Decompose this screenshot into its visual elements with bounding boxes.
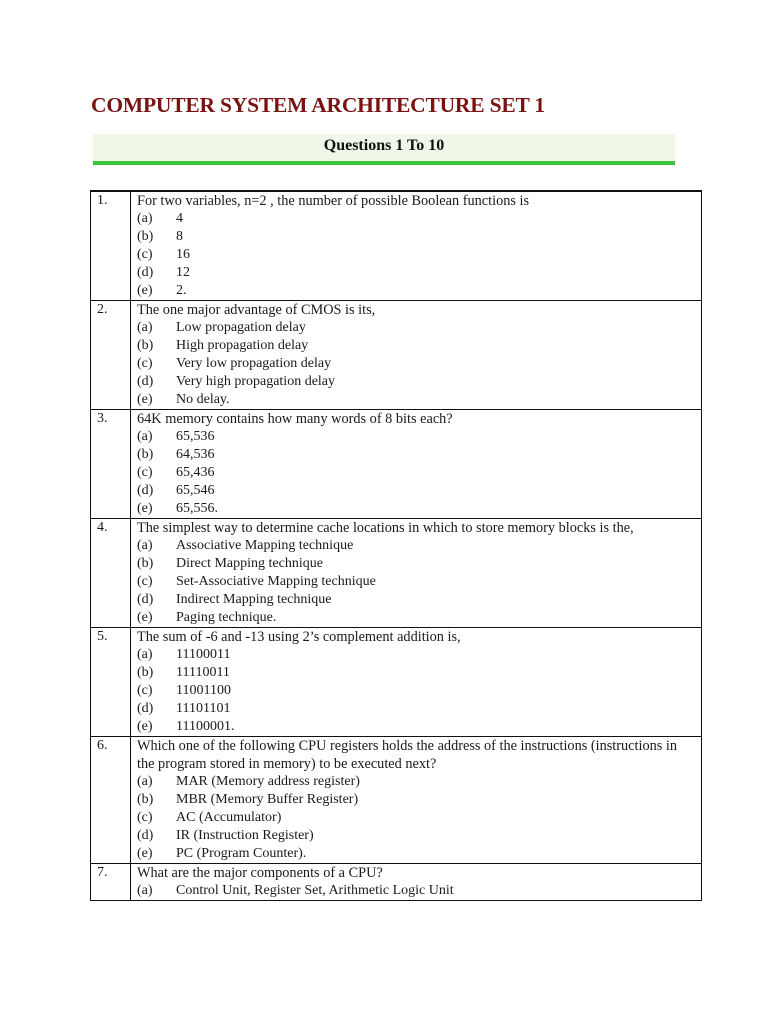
option-label: (a): [137, 320, 153, 335]
question-body: [131, 737, 702, 864]
option-text: 4: [176, 211, 183, 226]
question-row: [91, 737, 702, 864]
option-label: (e): [137, 719, 153, 734]
page-title: COMPUTER SYSTEM ARCHITECTURE SET 1: [91, 93, 545, 117]
option-label: (c): [137, 356, 153, 371]
answer-option: [137, 845, 697, 863]
answer-option: [137, 391, 697, 409]
option-text: AC (Accumulator): [176, 810, 282, 825]
question-stem: The one major advantage of CMOS is its,: [137, 302, 376, 318]
option-label: (b): [137, 229, 154, 244]
questions-table: [90, 190, 702, 901]
question-body: [131, 628, 702, 737]
option-label: (e): [137, 283, 153, 298]
option-text: Paging technique.: [176, 610, 277, 625]
section-header: [93, 134, 675, 165]
option-text: No delay.: [176, 392, 230, 407]
option-text: IR (Instruction Register): [176, 828, 314, 843]
question-body: [131, 519, 702, 628]
option-text: Very high propagation delay: [176, 374, 336, 389]
option-label: (c): [137, 574, 153, 589]
question-row: [91, 628, 702, 737]
question-stem: Which one of the following CPU registers holds the address of the instructions (instructions in the program stored in memory) to be executed next?: [137, 738, 678, 772]
option-label: (d): [137, 701, 154, 716]
answer-option: [137, 809, 697, 827]
answer-option: [137, 555, 697, 573]
question-row: [91, 191, 702, 301]
option-label: (c): [137, 810, 153, 825]
option-label: (b): [137, 665, 154, 680]
question-number: 4.: [91, 519, 131, 628]
option-text: 11100001.: [176, 719, 235, 734]
option-label: (d): [137, 374, 154, 389]
option-label: (b): [137, 792, 154, 807]
answer-option: [137, 464, 697, 482]
answer-option: [137, 355, 697, 373]
option-label: (b): [137, 338, 154, 353]
option-text: MAR (Memory address register): [176, 774, 360, 789]
option-text: Very low propagation delay: [176, 356, 332, 371]
option-text: 64,536: [176, 447, 215, 462]
answer-option: [137, 591, 697, 609]
answer-option: [137, 718, 697, 736]
option-label: (e): [137, 846, 153, 861]
answer-option: [137, 537, 697, 555]
answer-option: [137, 337, 697, 355]
question-number: 5.: [91, 628, 131, 737]
questions-table-body: [91, 191, 702, 901]
answer-option: [137, 210, 697, 228]
option-text: Low propagation delay: [176, 320, 306, 335]
question-stem: The sum of -6 and -13 using 2’s complement addition is,: [137, 629, 461, 645]
option-text: 65,556.: [176, 501, 218, 516]
option-text: 11110011: [176, 665, 230, 680]
question-number: 1.: [91, 191, 131, 301]
option-text: Associative Mapping technique: [176, 538, 354, 553]
answer-option: [137, 428, 697, 446]
option-text: 11100011: [176, 647, 231, 662]
answer-option: [137, 246, 697, 264]
option-text: MBR (Memory Buffer Register): [176, 792, 359, 807]
answer-option: [137, 664, 697, 682]
question-stem: 64K memory contains how many words of 8 bits each?: [137, 411, 453, 427]
option-label: (e): [137, 610, 153, 625]
question-row: [91, 864, 702, 901]
answer-option: [137, 228, 697, 246]
option-text: 11001100: [176, 683, 231, 698]
option-label: (a): [137, 429, 153, 444]
question-number: 2.: [91, 301, 131, 410]
answer-option: [137, 682, 697, 700]
option-text: PC (Program Counter).: [176, 846, 307, 861]
option-label: (c): [137, 683, 153, 698]
option-text: 65,436: [176, 465, 215, 480]
option-label: (a): [137, 538, 153, 553]
question-stem: What are the major components of a CPU?: [137, 865, 383, 881]
option-text: 65,536: [176, 429, 215, 444]
question-number: 3.: [91, 410, 131, 519]
answer-option: [137, 446, 697, 464]
option-label: (b): [137, 556, 154, 571]
option-label: (e): [137, 501, 153, 516]
question-number: 7.: [91, 864, 131, 901]
option-label: (d): [137, 828, 154, 843]
option-label: (a): [137, 211, 153, 226]
option-label: (a): [137, 883, 153, 898]
question-row: [91, 519, 702, 628]
question-row: [91, 301, 702, 410]
answer-option: [137, 573, 697, 591]
answer-option: [137, 609, 697, 627]
answer-option: [137, 827, 697, 845]
question-stem: The simplest way to determine cache locations in which to store memory blocks is the,: [137, 520, 634, 536]
option-text: 65,546: [176, 483, 215, 498]
option-label: (b): [137, 447, 154, 462]
answer-option: [137, 700, 697, 718]
option-text: 8: [176, 229, 183, 244]
option-text: Set-Associative Mapping technique: [176, 574, 376, 589]
option-text: Direct Mapping technique: [176, 556, 323, 571]
option-text: 2.: [176, 283, 187, 298]
answer-option: [137, 264, 697, 282]
option-label: (d): [137, 265, 154, 280]
question-stem: For two variables, n=2 , the number of possible Boolean functions is: [137, 193, 530, 209]
question-body: [131, 191, 702, 301]
option-label: (c): [137, 247, 153, 262]
answer-option: [137, 791, 697, 809]
question-body: [131, 410, 702, 519]
answer-option: [137, 319, 697, 337]
question-number: 6.: [91, 737, 131, 864]
question-body: [131, 301, 702, 410]
option-text: High propagation delay: [176, 338, 309, 353]
option-label: (a): [137, 647, 153, 662]
answer-option: [137, 282, 697, 300]
answer-option: [137, 882, 697, 900]
answer-option: [137, 500, 697, 518]
question-body: [131, 864, 702, 901]
option-label: (e): [137, 392, 153, 407]
answer-option: [137, 482, 697, 500]
option-label: (d): [137, 483, 154, 498]
section-header-label: Questions 1 To 10: [323, 137, 445, 154]
option-text: Control Unit, Register Set, Arithmetic Logic Unit: [176, 883, 454, 898]
option-text: 16: [176, 247, 190, 262]
option-label: (c): [137, 465, 153, 480]
option-text: Indirect Mapping technique: [176, 592, 332, 607]
option-text: 12: [176, 265, 190, 280]
option-label: (d): [137, 592, 154, 607]
answer-option: [137, 373, 697, 391]
option-label: (a): [137, 774, 153, 789]
question-row: [91, 410, 702, 519]
answer-option: [137, 773, 697, 791]
option-text: 11101101: [176, 701, 231, 716]
answer-option: [137, 646, 697, 664]
